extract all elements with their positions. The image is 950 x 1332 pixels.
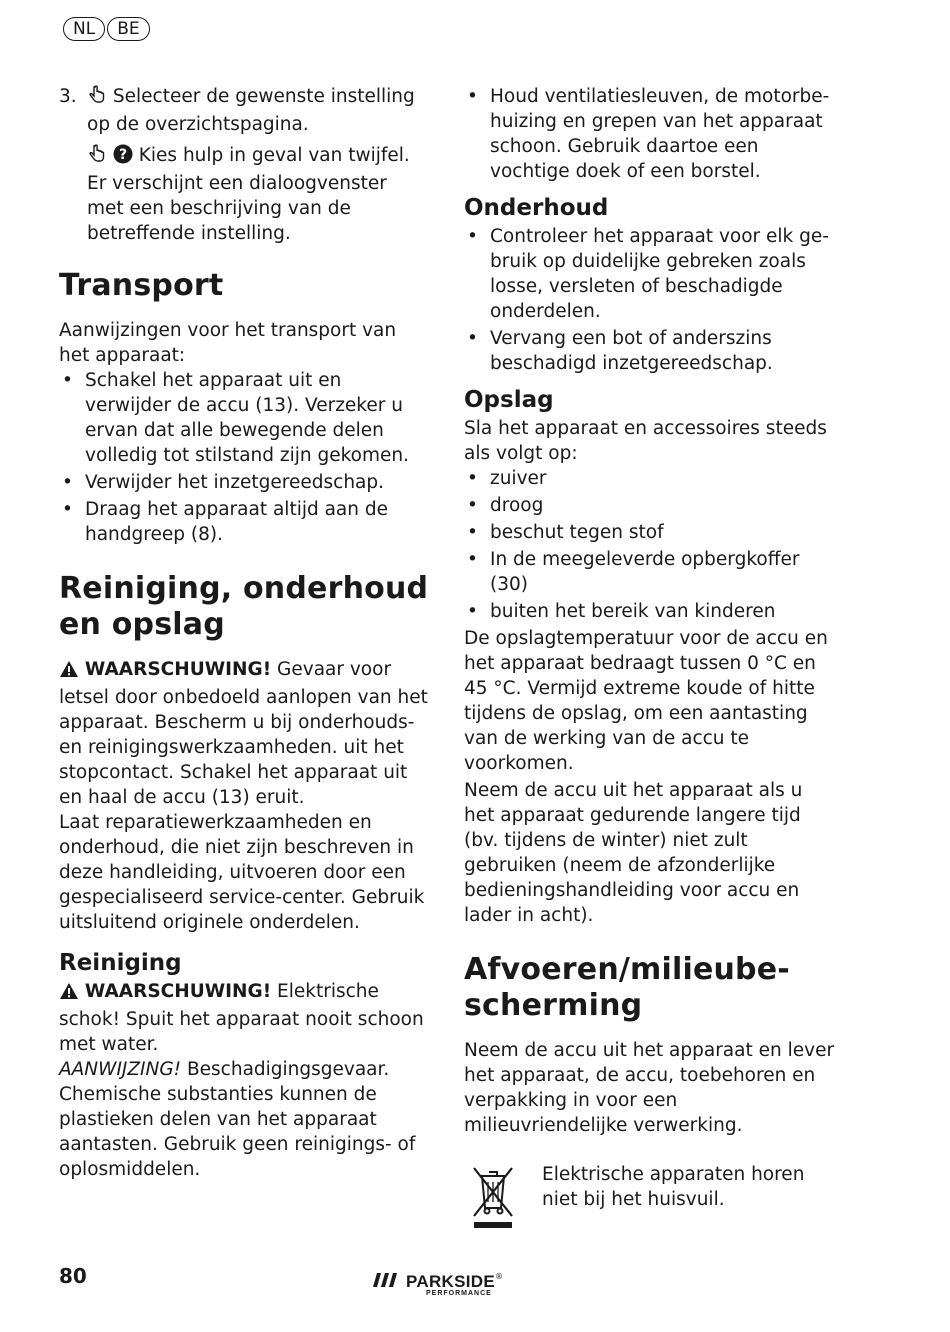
svg-text:?: ? (118, 147, 127, 163)
cleaning-warning (59, 657, 429, 810)
transport-list (59, 368, 429, 547)
warning-triangle-icon (59, 982, 79, 1007)
list-item: • In de meegeleverde opbergkoffer (30) (464, 547, 836, 597)
hand-pointer-icon (87, 144, 107, 171)
trademark-mark: ® (495, 1272, 503, 1281)
slash-mark-icon (372, 1272, 400, 1292)
ventilation-list (464, 84, 836, 184)
long-storage-paragraph: Neem de accu uit het apparaat als u het apparaat gedurende langere tijd (bv. tijdens de winter) niet zult gebruiken (neem de afzonderlijke bedieningshandleiding voor accu en lader in acht). (464, 780, 803, 926)
page-number: 80 (59, 1264, 87, 1288)
hand-pointer-icon (87, 85, 107, 112)
warning-triangle-icon (59, 660, 79, 685)
reiniging-note (59, 1057, 429, 1182)
note-label: AANWIJZING! (59, 1059, 182, 1080)
lang-badge-nl: NL (63, 17, 105, 41)
step-3-text: Selecteer de gewenste instelling op de overzichtspagina. (87, 86, 415, 135)
warning-label: WAARSCHUWING! (84, 659, 272, 680)
note-text: Beschadigingsgevaar. Chemische substanties kunnen de plastieken delen van het apparaat aantasten. Gebruik geen reinigings- of oplosmiddelen. (59, 1059, 416, 1180)
list-item: • Verwijder het inzetgereedschap. (59, 470, 429, 495)
opslag-intro: Sla het apparaat en accessoires steeds als volgt op: (464, 418, 827, 464)
repair-paragraph: Laat reparatiewerkzaamheden en onderhoud, die niet zijn beschreven in deze handleiding, uitvoeren door een gespecialiseerd service-center. Gebruik uitsluitend originele onderdelen. (59, 812, 425, 933)
lang-badge-be: BE (107, 17, 149, 41)
list-item: • zuiver (464, 466, 836, 491)
brand-subtitle: PERFORMANCE (426, 1290, 492, 1297)
disposal-paragraph: Neem de accu uit het apparaat en lever het apparaat, de accu, toebehoren en verpakking in voor een milieuvriendelijke verwerking. (464, 1040, 835, 1136)
brand-logo (372, 1272, 503, 1297)
temperature-paragraph: De opslagtemperatuur voor de accu en het apparaat bedraagt tussen 0 °C en 45 °C. Vermijd extreme koude of hitte tijdens de opslag, om een aantasting van de werking van de accu te voorkomen. (464, 628, 828, 774)
heading-transport: Transport (59, 268, 224, 303)
left-column (59, 84, 429, 1182)
step-number: 3. (59, 86, 77, 107)
list-item: • Houd ventilatiesleuven, de motorbehuizing en grepen van het apparaat schoon. Gebruik daartoe een vochtige doek of een borstel. (464, 84, 836, 184)
help-text: Kies hulp in geval van twijfel. (138, 145, 410, 166)
heading-onderhoud: Onderhoud (464, 195, 609, 221)
language-badges (63, 17, 150, 41)
heading-disposal: Afvoeren/milieubescherming (464, 952, 790, 1023)
heading-cleaning-maintenance-storage: Reiniging, onderhoud en opslag (59, 571, 429, 642)
crossed-out-bin-icon (470, 1162, 522, 1239)
warning-text: Elektrische schok! Spuit het apparaat nooit schoon met water. (59, 981, 424, 1055)
disposal-text: Elektrische apparaten horen niet bij het huisvuil. (542, 1164, 805, 1210)
list-item: • Schakel het apparaat uit en verwijder de accu (13). Verzeker u ervan dat alle bewegende delen volledig tot stilstand zijn gekomen. (59, 368, 429, 468)
warning-text: Gevaar voor letsel door onbedoeld aanlopen van het apparaat. Bescherm u bij onderhouds- en reinigingswerkzaamheden. uit het stopcontact. Schakel het apparaat uit en haal de accu (13) eruit. (59, 659, 428, 808)
right-column (464, 84, 836, 1239)
dialog-text: Er verschijnt een dialoogvenster met een beschrijving van de betreffende instelling. (87, 173, 387, 244)
list-item: • Controleer het apparaat voor elk gebruik op duidelijke gebreken zoals losse, versleten of beschadigde onderdelen. (464, 224, 836, 324)
onderhoud-list (464, 224, 836, 376)
transport-intro: Aanwijzingen voor het transport van het apparaat: (59, 320, 397, 366)
list-item: • droog (464, 493, 836, 518)
warning-label: WAARSCHUWING! (84, 981, 272, 1002)
heading-opslag: Opslag (464, 387, 554, 413)
brand-name: PARKSIDE (406, 1272, 495, 1291)
list-item: • buiten het bereik van kinderen (464, 599, 836, 624)
reiniging-warning (59, 979, 429, 1057)
disposal-notice (464, 1162, 836, 1239)
list-item: • beschut tegen stof (464, 520, 836, 545)
opslag-list (464, 466, 836, 624)
step-3 (59, 84, 429, 246)
list-item: • Vervang een bot of anderszins beschadigd inzetgereedschap. (464, 326, 836, 376)
list-item: • Draag het apparaat altijd aan de handgreep (8). (59, 497, 429, 547)
question-circle-icon (113, 144, 133, 171)
heading-reiniging: Reiniging (59, 950, 182, 976)
